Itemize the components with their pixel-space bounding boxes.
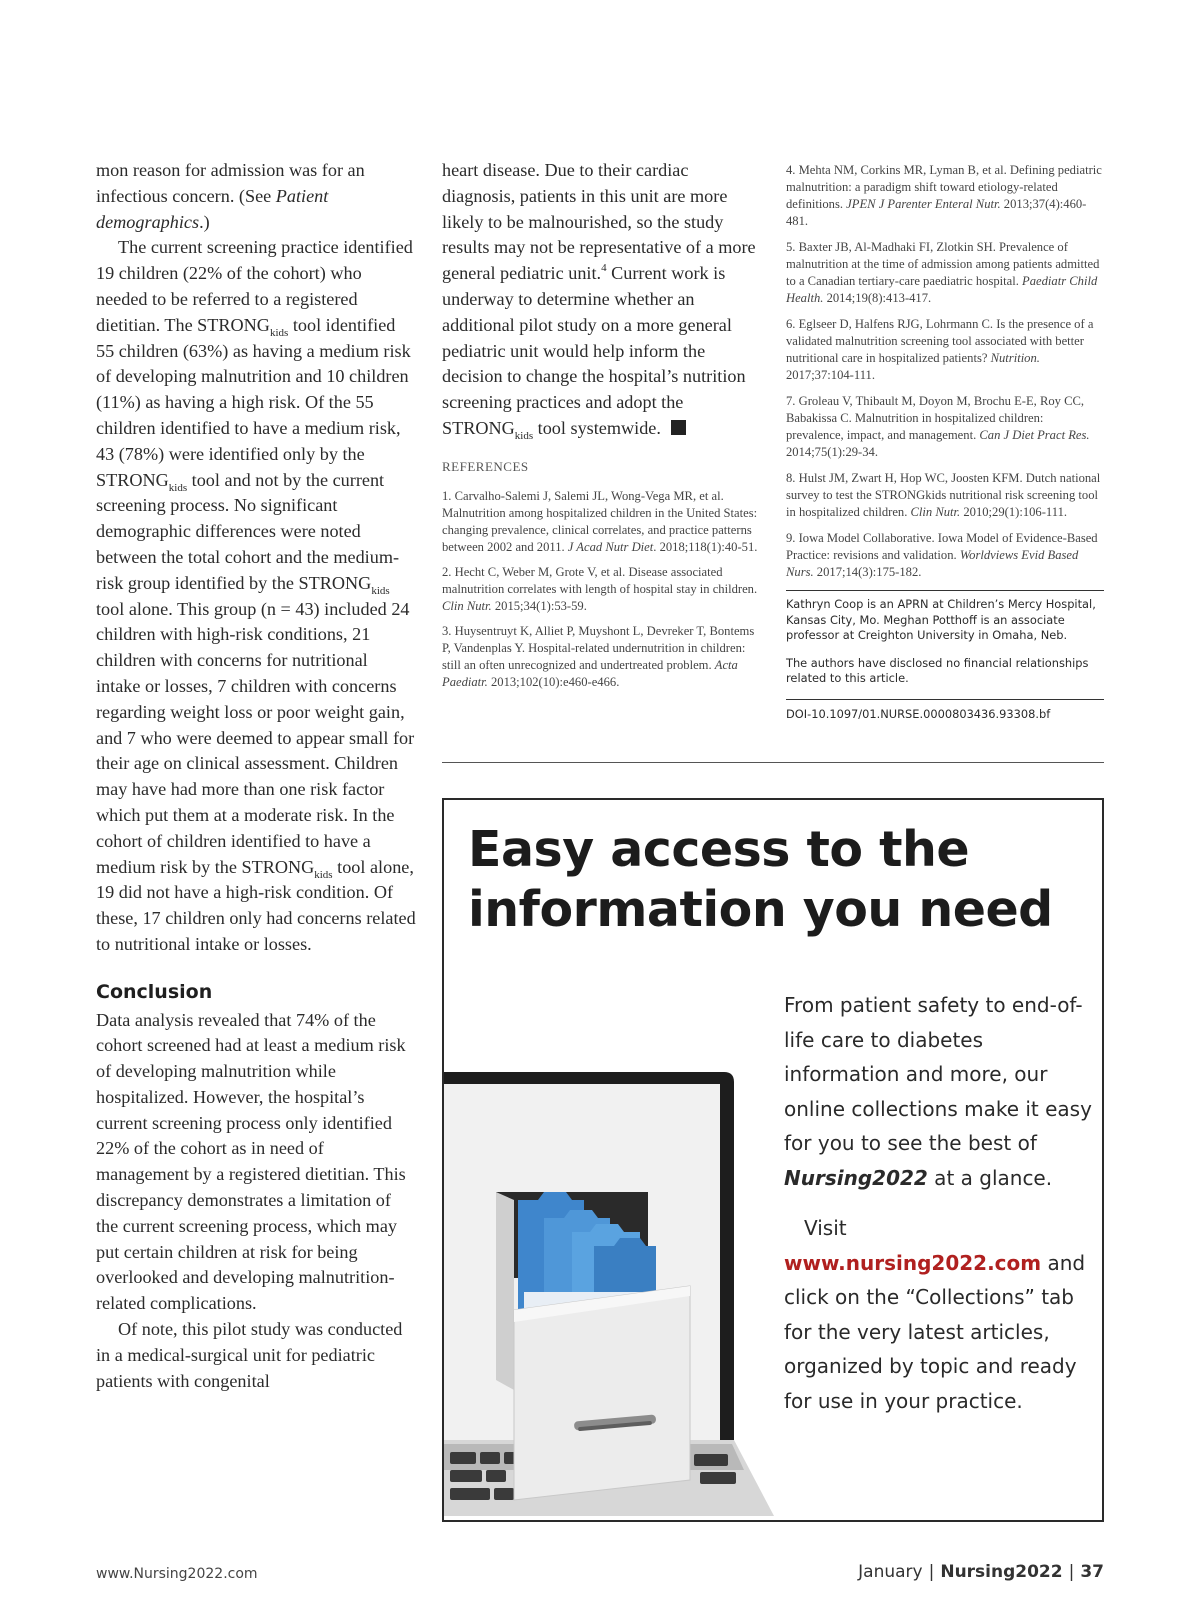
end-of-article-mark	[671, 420, 686, 435]
paragraph-pilot-note: Of note, this pilot study was conducted in a medical-surgical unit for pediatric patients with congenital	[96, 1319, 403, 1391]
reference-item: 9. Iowa Model Collaborative. Iowa Model of Evidence-Based Practice: revisions and validation. Worldviews Evid Based Nurs. 2017;14(3):175-182.	[786, 531, 1098, 579]
reference-item: 4. Mehta NM, Corkins MR, Lyman B, et al. Defining pediatric malnutrition: a paradigm shift toward etiology-related definitions. JPEN J Parenter Enteral Nutr. 2013;37(4):460-481.	[786, 163, 1102, 228]
doi: DOI-10.1097/01.NURSE.0000803436.93308.bf	[786, 699, 1104, 723]
ad-paragraph-1: From patient safety to end-of-life care to diabetes information and more, our online collections make it easy for you to see the best of Nursing2022 at a glance.	[784, 993, 1092, 1190]
ad-paragraph-2: Visit www.nursing2022.com and click on the “Collections” tab for the very latest articles, organized by topic and ready for use in your practice.	[784, 1216, 1086, 1413]
reference-item: 1. Carvalho-Salemi J, Salemi JL, Wong-Vega MR, et al. Malnutrition among hospitalized children in the United States: changing prevalence, clinical correlates, and practice patterns between 2002 and 2011. J Acad Nutr Diet. 2018;118(1):40-51.	[442, 488, 758, 554]
reference-item: 5. Baxter JB, Al-Madhaki FI, Zlotkin SH. Prevalence of malnutrition at the time of admission among patients admitted to a Canadian tertiary-care paediatric hospital. Paediatr Child Health. 2014;19(8):413-417.	[786, 240, 1100, 305]
section-divider	[442, 762, 1104, 763]
column-3	[786, 162, 1104, 723]
footer-website: www.Nursing2022.com	[96, 1566, 258, 1582]
collections-advertisement	[442, 798, 1104, 1522]
ad-body-text	[784, 988, 1094, 1434]
ad-headline: Easy access to the information you need	[468, 821, 1053, 938]
page-number: 37	[1080, 1562, 1104, 1582]
reference-item: 3. Huysentruyt K, Alliet P, Muyshont L, Devreker T, Bontems P, Vandenplas Y. Hospital-related undernutrition in children: still an often unrecognized and undertreated problem. Acta Paediatr. 2013;102(10):e460-e466.	[442, 623, 755, 689]
nursing2022-link[interactable]: www.nursing2022.com	[784, 1250, 1042, 1275]
disclosure-statement: The authors have disclosed no financial relationships related to this article.	[786, 655, 1089, 685]
reference-item: 6. Eglseer D, Halfens RJG, Lohrmann C. Is the presence of a validated malnutrition screening tool associated with better nutritional care in hospitalized patients? Nutrition. 2017;37:104-111.	[786, 317, 1094, 382]
paragraph-conclusion: Data analysis revealed that 74% of the cohort screened had at least a medium risk of developing malnutrition while hospitalized. However, the hospital’s current screening process only identified 22% of the cohort as in need of management by a registered dietitian. This discrepancy demonstrates a limitation of the current screening process, which may put certain children at risk for being overlooked and developing malnutrition-related complications.	[96, 1009, 406, 1314]
references-heading: REFERENCES	[442, 458, 529, 474]
magazine-name: Nursing2022	[940, 1562, 1063, 1582]
author-bio	[786, 590, 1104, 687]
reference-item: 7. Groleau V, Thibault M, Doyon M, Brochu E-E, Roy CC, Babakissa C. Malnutrition in hospitalized children: prevalence, impact, and management. Can J Diet Pract Res. 2014;75(1):29-34.	[786, 394, 1090, 459]
reference-item: 2. Hecht C, Weber M, Grote V, et al. Disease associated malnutrition correlates with length of hospital stay in children. Clin Nutr. 2015;34(1):53-59.	[442, 564, 758, 613]
laptop-file-drawer-illustration	[444, 1060, 774, 1516]
reference-item: 8. Hulst JM, Zwart H, Hop WC, Joosten KFM. Dutch national survey to test the STRONGkids nutritional risk screening tool in hospitalized children. Clin Nutr. 2010;29(1):106-111.	[786, 471, 1101, 519]
column-1	[96, 158, 416, 1394]
footer-folio: January | Nursing2022 | 37	[858, 1562, 1104, 1582]
paragraph-cardiac: heart disease. Due to their cardiac diagnosis, patients in this unit are more likely to be malnourished, so the study results may not be representative of a more general pediatric unit.$^4$ Current work is underway to determine whether an additional pilot study on a more general pediatric unit would help inform the decision to change the hospital’s nutrition screening practices and adopt the $STRONG_{kids}$ tool systemwide.	[442, 160, 756, 442]
paragraph-screening-results: The current screening practice identified 19 children (22% of the cohort) who needed to be referred to a registered dietitian. The $STRONG_{kids}$ tool identified 55 children (63%) as having a medium risk of developing malnutrition and 10 children (11%) as having a high risk. Of the 55 children identified to have a medium risk, 43 (78%) were identified only by the $STRONG_{kids}$ tool and not by the current screening process. No significant demographic differences were noted between the total cohort and the medium-risk group identified by the $STRONG_{kids}$ tool alone. This group (n = 43) included 24 children with high-risk conditions, 21 children with concerns for nutritional intake or losses, 7 children with concerns regarding weight loss or poor weight gain, and 7 who were deemed to appear small for their age on clinical assessment. Children may have had more than one risk factor which put them at a moderate risk. In the cohort of children identified to have a medium risk by the $STRONG_{kids}$ tool alone, 19 did not have a high-risk condition. Of these, 17 children only had concerns related to nutritional intake or losses.	[96, 237, 416, 954]
paragraph-demographics: mon reason for admission was for an infectious concern. (See Patient demographics.)	[96, 160, 365, 232]
author-affiliations: Kathryn Coop is an APRN at Children’s Mercy Hospital, Kansas City, Mo. Meghan Potthoff is an associate professor at Creighton University in Omaha, Neb.	[786, 597, 1096, 642]
column-2	[442, 158, 762, 699]
issue-month: January	[858, 1562, 923, 1582]
section-heading-conclusion: Conclusion	[96, 980, 213, 1003]
